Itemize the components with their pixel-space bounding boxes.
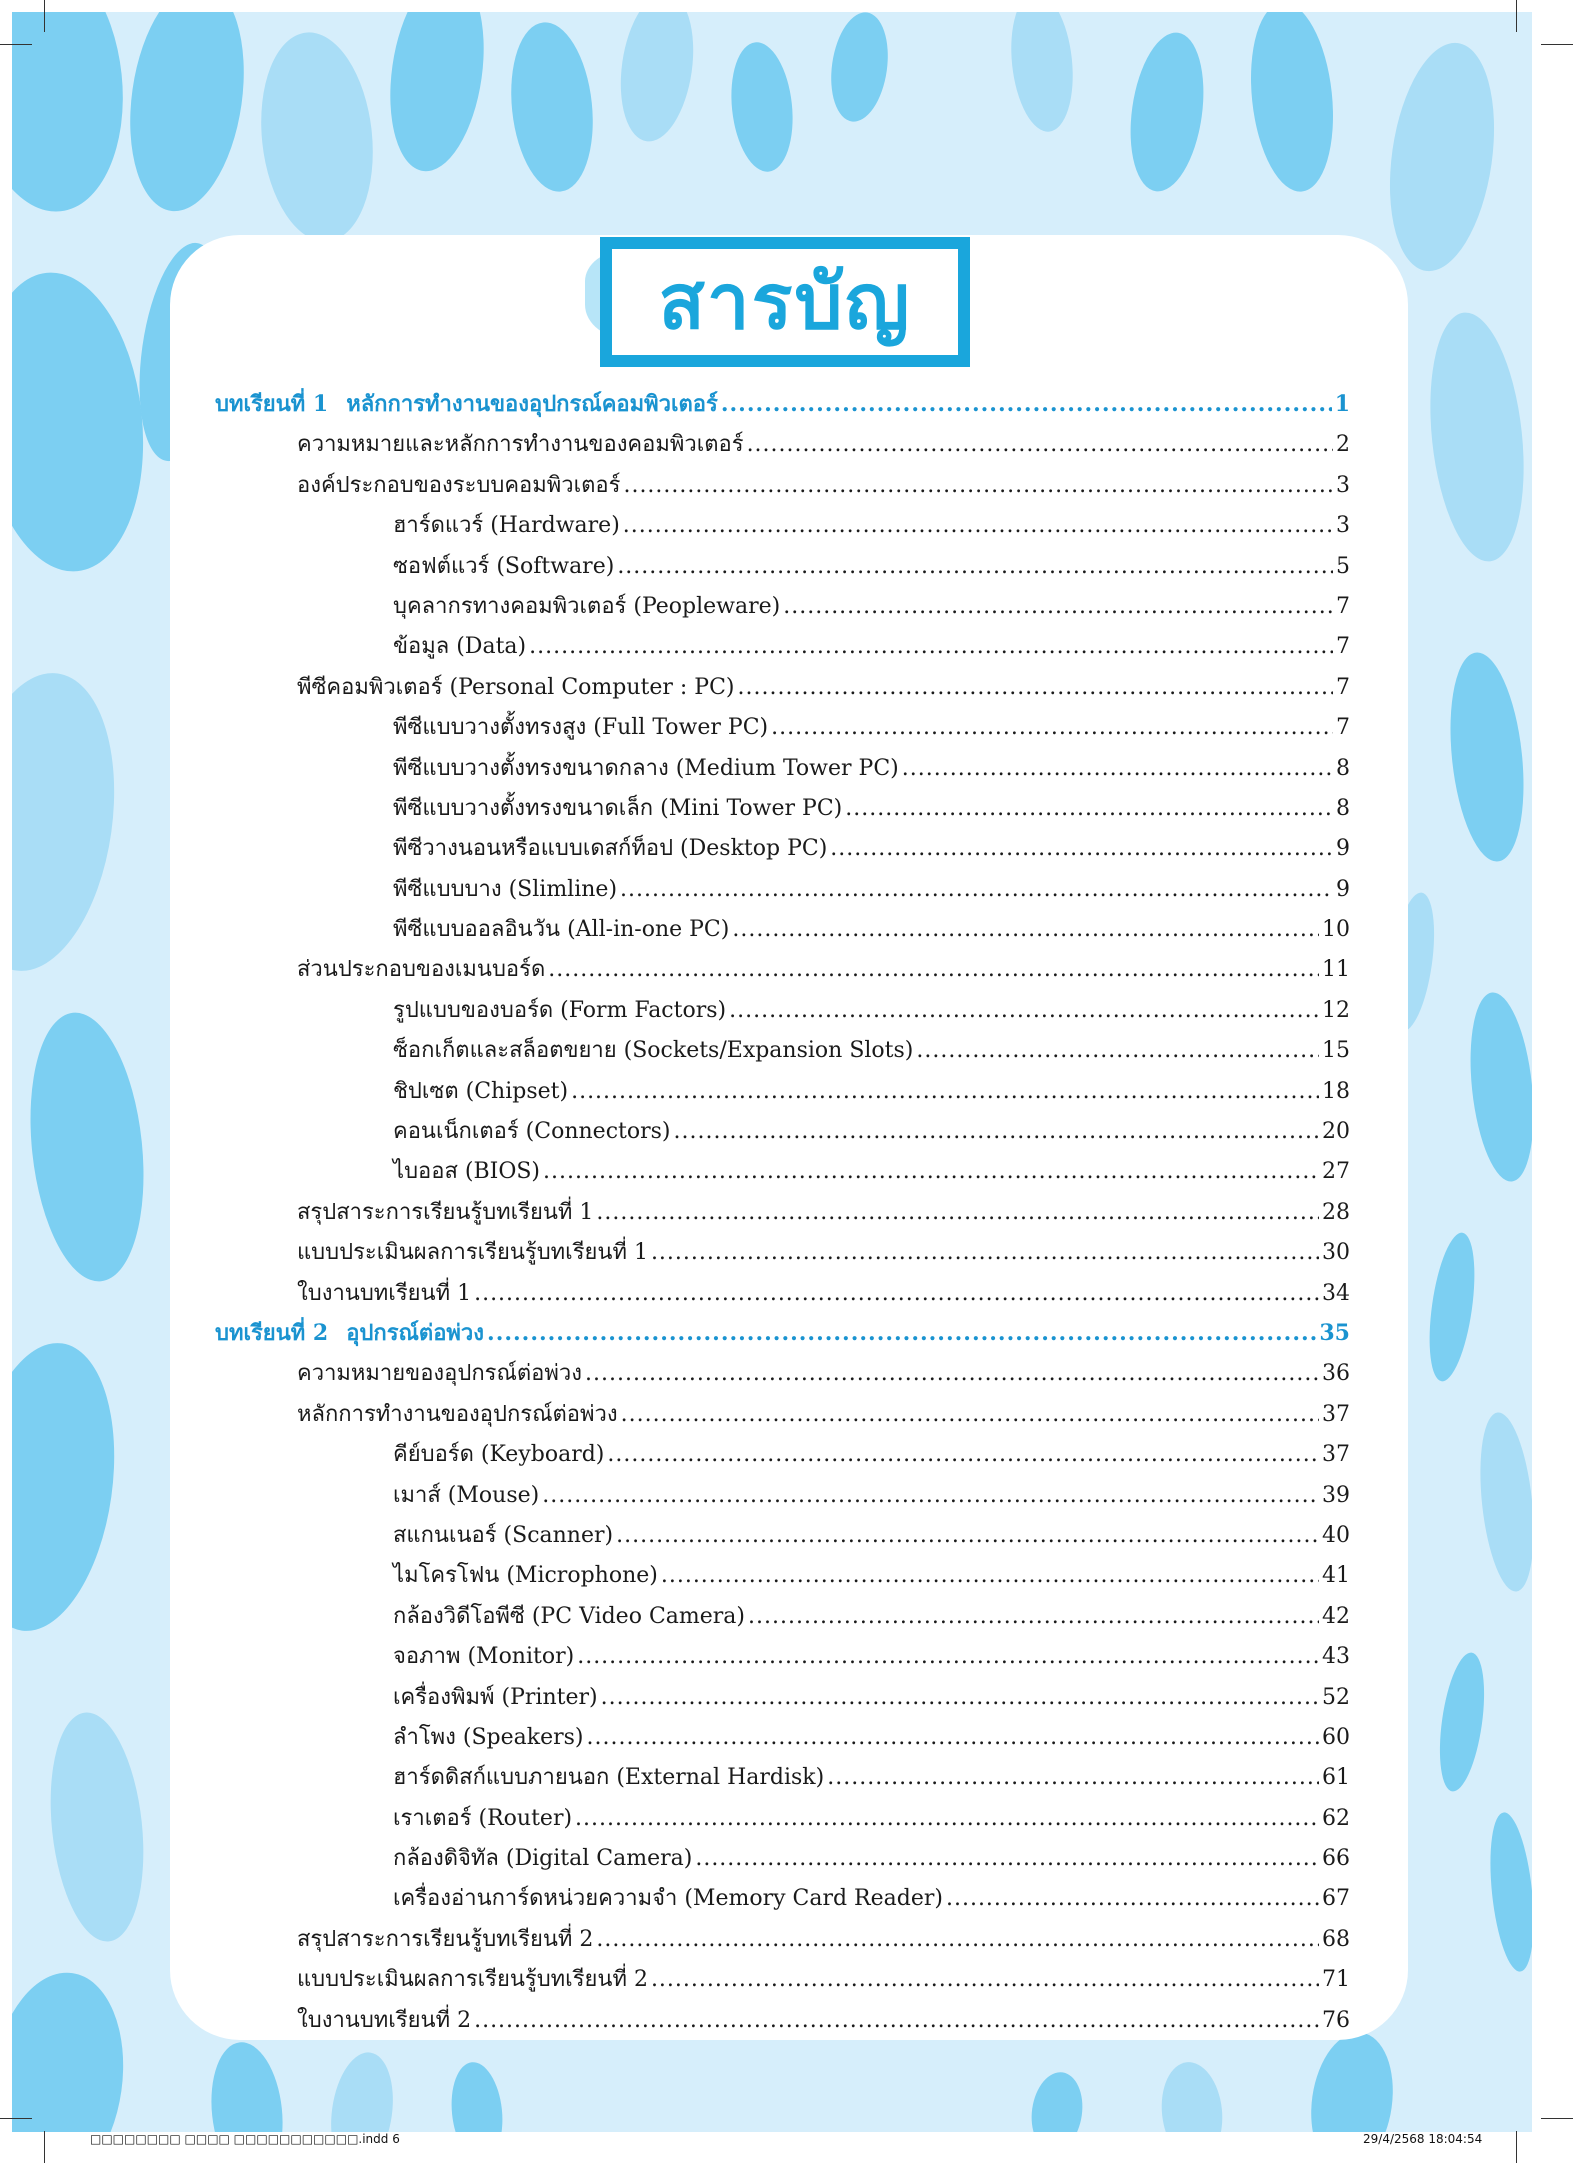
- pattern-ellipse: [12, 663, 132, 981]
- toc-entry-text: ซอฟต์แวร์ (Software): [393, 553, 615, 579]
- toc-entry-row[interactable]: [215, 1800, 1350, 1840]
- toc-page-number: 66: [1322, 1846, 1350, 1872]
- toc-entry-text: คอนเน็กเตอร์ (Connectors): [393, 1119, 671, 1145]
- toc-entry-text: พีซีแบบออลอินวัน (All-in-one PC): [393, 917, 730, 943]
- toc-entry-title: [297, 467, 620, 502]
- toc-leader-dots: [674, 1119, 1320, 1144]
- toc-entry-text: พีซีวางนอนหรือแบบเดสก์ท็อป (Desktop PC): [393, 836, 828, 862]
- toc-page-number: 12: [1322, 997, 1350, 1023]
- toc-leader-dots: [946, 1886, 1319, 1911]
- toc-page-number: 68: [1322, 1926, 1350, 1952]
- toc-entry-title: [393, 1880, 943, 1915]
- toc-entry-row[interactable]: [215, 1638, 1350, 1678]
- toc-entry-row[interactable]: [215, 1234, 1350, 1274]
- toc-entry-text: ความหมายและหลักการทำงานของคอมพิวเตอร์: [297, 432, 744, 458]
- pattern-ellipse: [612, 12, 702, 146]
- toc-entry-title: [393, 1557, 658, 1592]
- toc-entry-title: [297, 1396, 618, 1431]
- toc-leader-dots: [747, 432, 1333, 457]
- toc-entry-row[interactable]: [215, 871, 1350, 911]
- toc-leader-dots: [902, 756, 1333, 781]
- toc-leader-dots: [474, 1281, 1319, 1306]
- toc-entry-title: [393, 1436, 604, 1471]
- toc-entry-title: [393, 750, 899, 785]
- pattern-ellipse: [18, 1007, 156, 1287]
- toc-entry-title: [393, 628, 526, 663]
- toc-page-number: 11: [1322, 957, 1350, 983]
- toc-entry-row[interactable]: [215, 1921, 1350, 1961]
- toc-entry-row[interactable]: [215, 1961, 1350, 2001]
- toc-leader-dots: [651, 1240, 1319, 1265]
- toc-page-number: 39: [1322, 1482, 1350, 1508]
- toc-entry-row[interactable]: [215, 1436, 1350, 1476]
- toc-leader-dots: [621, 1402, 1319, 1427]
- toc-entry-row[interactable]: [215, 830, 1350, 870]
- toc-leader-dots: [587, 1725, 1319, 1750]
- toc-entry-row[interactable]: [215, 1679, 1350, 1719]
- toc-entry-row[interactable]: [215, 1477, 1350, 1517]
- toc-page-number: 42: [1322, 1603, 1350, 1629]
- toc-entry-text: จอภาพ (Monitor): [393, 1644, 575, 1670]
- toc-leader-dots: [729, 998, 1319, 1023]
- toc-entry-title: [297, 951, 545, 986]
- toc-leader-dots: [916, 1038, 1319, 1063]
- toc-page-number: 15: [1322, 1038, 1350, 1064]
- toc-entry-text: เราเตอร์ (Router): [393, 1805, 573, 1831]
- toc-entry-row[interactable]: [215, 548, 1350, 588]
- toc-entry-title: [297, 1355, 582, 1390]
- toc-entry-title: [393, 1679, 598, 1714]
- toc-entry-title: [393, 709, 768, 744]
- toc-entry-title: [297, 426, 744, 461]
- toc-page-number: 1: [1334, 391, 1350, 417]
- crop-mark: [44, 2131, 45, 2163]
- toc-entry-title: [393, 1153, 540, 1188]
- toc-entry-text: ลำโพง (Speakers): [393, 1724, 584, 1750]
- toc-page-number: 35: [1319, 1319, 1350, 1346]
- toc-entry-title: [393, 1840, 692, 1875]
- toc-entry-row[interactable]: [215, 2002, 1350, 2042]
- toc-entry-title: [393, 992, 726, 1027]
- toc-entry-row[interactable]: [215, 628, 1350, 668]
- toc-entry-row[interactable]: [215, 1032, 1350, 1072]
- toc-entry-title: [393, 1032, 913, 1067]
- toc-leader-dots: [617, 554, 1333, 579]
- table-of-contents: [215, 386, 1350, 2042]
- toc-entry-row[interactable]: [215, 1275, 1350, 1315]
- toc-entry-title: [393, 1517, 613, 1552]
- toc-page-number: 52: [1322, 1684, 1350, 1710]
- toc-page-number: 5: [1336, 553, 1350, 579]
- toc-entry-title: [393, 871, 617, 906]
- toc-entry-text: บุคลากรทางคอมพิวเตอร์ (Peopleware): [393, 593, 781, 619]
- toc-entry-row[interactable]: [215, 1153, 1350, 1193]
- toc-page-number: 7: [1336, 593, 1350, 619]
- pattern-ellipse: [503, 18, 600, 195]
- toc-entry-text: หลักการทำงานของอุปกรณ์ต่อพ่วง: [297, 1401, 618, 1427]
- toc-entry-text: แบบประเมินผลการเรียนรู้บทเรียนที่ 2: [297, 1967, 648, 1993]
- toc-entry-title: [393, 1113, 671, 1148]
- toc-entry-row[interactable]: [215, 992, 1350, 1032]
- toc-page-number: 67: [1322, 1886, 1350, 1912]
- crop-mark: [1516, 2131, 1517, 2163]
- pattern-ellipse: [1462, 989, 1532, 1184]
- toc-entry-row[interactable]: [215, 911, 1350, 951]
- toc-entry-title: [393, 1073, 568, 1108]
- toc-page-number: 3: [1336, 513, 1350, 539]
- toc-page-number: 34: [1322, 1280, 1350, 1306]
- toc-page-number: 60: [1322, 1724, 1350, 1750]
- toc-leader-dots: [577, 1644, 1319, 1669]
- toc-leader-dots: [771, 715, 1333, 740]
- toc-leader-dots: [695, 1846, 1319, 1871]
- toc-entry-row[interactable]: [215, 750, 1350, 790]
- toc-entry-text: ฮาร์ดแวร์ (Hardware): [393, 513, 620, 539]
- toc-leader-dots: [783, 594, 1333, 619]
- crop-mark: [1516, 0, 1517, 32]
- crop-mark: [0, 2118, 32, 2119]
- toc-leader-dots: [575, 1806, 1319, 1831]
- toc-entry-text: ใบงานบทเรียนที่ 2: [297, 2007, 472, 2033]
- toc-entry-text: ส่วนประกอบของเมนบอร์ด: [297, 957, 546, 983]
- pattern-ellipse: [324, 2048, 400, 2132]
- toc-page-number: 10: [1322, 917, 1350, 943]
- toc-entry-text: คีย์บอร์ด (Keyboard): [393, 1442, 605, 1468]
- toc-entry-row[interactable]: [215, 1194, 1350, 1234]
- toc-entry-text: องค์ประกอบของระบบคอมพิวเตอร์: [297, 472, 621, 498]
- toc-entry-row[interactable]: [215, 669, 1350, 709]
- toc-entry-title: [297, 1234, 648, 1269]
- toc-entry-row[interactable]: [215, 1557, 1350, 1597]
- toc-leader-dots: [623, 473, 1333, 498]
- toc-entry-text: หลักการทำงานของอุปกรณ์คอมพิวเตอร์: [346, 391, 718, 417]
- toc-entry-row[interactable]: [215, 1719, 1350, 1759]
- toc-entry-text: เครื่องพิมพ์ (Printer): [393, 1684, 598, 1710]
- toc-entry-row[interactable]: [215, 1759, 1350, 1799]
- toc-leader-dots: [548, 957, 1319, 982]
- toc-leader-dots: [830, 836, 1333, 861]
- toc-leader-dots: [620, 877, 1333, 902]
- toc-page-number: 30: [1322, 1240, 1350, 1266]
- pattern-ellipse: [1027, 2069, 1088, 2132]
- toc-entry-title: [393, 1800, 572, 1835]
- toc-entry-row[interactable]: [215, 507, 1350, 547]
- pattern-ellipse: [447, 2060, 507, 2132]
- toc-leader-dots: [732, 917, 1319, 942]
- pattern-ellipse: [12, 264, 157, 579]
- toc-entry-text: รูปแบบของบอร์ด (Form Factors): [393, 997, 727, 1023]
- toc-entry-text: พีซีแบบวางตั้งทรงขนาดเล็ก (Mini Tower PC): [393, 795, 843, 821]
- toc-entry-row[interactable]: [215, 709, 1350, 749]
- toc-entry-text: กล้องดิจิทัล (Digital Camera): [393, 1846, 693, 1872]
- toc-leader-dots: [827, 1765, 1319, 1790]
- toc-entry-text: พีซีแบบวางตั้งทรงสูง (Full Tower PC): [393, 715, 769, 741]
- toc-page-number: 40: [1322, 1522, 1350, 1548]
- toc-entry-title: [297, 1275, 471, 1310]
- toc-entry-row[interactable]: [215, 1396, 1350, 1436]
- toc-entry-text: สแกนเนอร์ (Scanner): [393, 1522, 614, 1548]
- toc-entry-text: กล้องวิดีโอพีซี (PC Video Camera): [393, 1603, 745, 1629]
- toc-entry-text: พีซีแบบบาง (Slimline): [393, 876, 618, 902]
- toc-entry-title: [393, 1719, 584, 1754]
- toc-leader-dots: [721, 391, 1332, 417]
- toc-page-number: 7: [1336, 715, 1350, 741]
- toc-page-number: 36: [1322, 1361, 1350, 1387]
- pattern-ellipse: [12, 1334, 131, 1641]
- toc-entry-text: ข้อมูล (Data): [393, 634, 527, 660]
- toc-leader-dots: [529, 634, 1333, 659]
- toc-page-number: 62: [1322, 1805, 1350, 1831]
- toc-page-number: 71: [1322, 1967, 1350, 1993]
- toc-entry-text: สรุปสาระการเรียนรู้บทเรียนที่ 2: [297, 1926, 594, 1952]
- toc-leader-dots: [607, 1442, 1319, 1467]
- toc-entry-title: [297, 1921, 593, 1956]
- toc-chapter-label: บทเรียนที่ 1: [215, 391, 329, 417]
- toc-page-number: 43: [1322, 1644, 1350, 1670]
- pattern-ellipse: [117, 12, 258, 219]
- toc-leader-dots: [474, 2008, 1319, 2033]
- toc-entry-title: [297, 669, 735, 704]
- toc-entry-text: อุปกรณ์ต่อพ่วง: [346, 1319, 485, 1346]
- toc-entry-text: ซ็อกเก็ตและสล็อตขยาย (Sockets/Expansion Slots): [393, 1038, 914, 1064]
- pattern-ellipse: [1242, 12, 1341, 196]
- toc-entry-row[interactable]: [215, 1880, 1350, 1920]
- pattern-ellipse: [379, 12, 496, 177]
- toc-entry-title: [297, 1194, 593, 1229]
- crop-mark: [0, 44, 32, 45]
- pattern-ellipse: [1484, 1810, 1532, 1973]
- toc-entry-text: ไบออส (BIOS): [393, 1159, 541, 1185]
- toc-page-number: 3: [1336, 472, 1350, 498]
- pattern-ellipse: [1121, 28, 1213, 196]
- toc-entry-text: พีซีแบบวางตั้งทรงขนาดกลาง (Medium Tower PC): [393, 755, 899, 781]
- pattern-ellipse: [1432, 1650, 1491, 1794]
- toc-chapter-label: บทเรียนที่ 2: [215, 1319, 329, 1346]
- toc-page-number: 8: [1336, 795, 1350, 821]
- pattern-ellipse: [12, 1964, 137, 2132]
- toc-page-number: 2: [1336, 432, 1350, 458]
- toc-page-number: 41: [1322, 1563, 1350, 1589]
- toc-entry-row[interactable]: [215, 1840, 1350, 1880]
- toc-page-number: 27: [1322, 1159, 1350, 1185]
- toc-leader-dots: [571, 1079, 1319, 1104]
- toc-page-number: 9: [1336, 836, 1350, 862]
- toc-entry-title: [393, 790, 842, 825]
- toc-entry-title: [393, 1477, 539, 1512]
- toc-entry-text: ไมโครโฟน (Microphone): [393, 1563, 658, 1589]
- toc-leader-dots: [596, 1927, 1319, 1952]
- toc-page-number: 37: [1322, 1401, 1350, 1427]
- toc-leader-dots: [616, 1523, 1319, 1548]
- toc-chapter-row[interactable]: [215, 386, 1350, 426]
- toc-page-number: 18: [1322, 1078, 1350, 1104]
- toc-entry-row[interactable]: [215, 588, 1350, 628]
- toc-entry-title: [215, 1315, 484, 1350]
- toc-leader-dots: [543, 1159, 1319, 1184]
- pattern-ellipse: [725, 39, 798, 175]
- toc-leader-dots: [661, 1563, 1319, 1588]
- crop-mark: [1541, 44, 1573, 45]
- pattern-ellipse: [825, 12, 895, 125]
- toc-entry-row[interactable]: [215, 1073, 1350, 1113]
- toc-leader-dots: [601, 1685, 1319, 1710]
- toc-leader-dots: [542, 1483, 1319, 1508]
- toc-leader-dots: [738, 675, 1333, 700]
- toc-entry-text: ฮาร์ดดิสก์แบบภายนอก (External Hardisk): [393, 1765, 825, 1791]
- toc-entry-text: แบบประเมินผลการเรียนรู้บทเรียนที่ 1: [297, 1240, 648, 1266]
- toc-entry-text: เมาส์ (Mouse): [393, 1482, 540, 1508]
- toc-page-number: 7: [1336, 634, 1350, 660]
- pattern-ellipse: [251, 27, 382, 247]
- toc-page-number: 28: [1322, 1199, 1350, 1225]
- toc-entry-row[interactable]: [215, 1355, 1350, 1395]
- pattern-ellipse: [205, 2039, 289, 2132]
- toc-entry-row[interactable]: [215, 1113, 1350, 1153]
- footer-file-name: □□□□□□□□ □□□□ □□□□□□□□□□□.indd 6: [90, 2132, 400, 2146]
- toc-entry-title: [393, 507, 620, 542]
- toc-leader-dots: [748, 1604, 1319, 1629]
- toc-entry-text: เครื่องอ่านการ์ดหน่วยความจำ (Memory Card Reader): [393, 1886, 943, 1912]
- toc-page-number: 7: [1336, 674, 1350, 700]
- footer-timestamp: 29/4/2568 18:04:54: [1363, 2132, 1483, 2146]
- toc-page-number: 9: [1336, 876, 1350, 902]
- toc-leader-dots: [487, 1320, 1316, 1346]
- pattern-ellipse: [40, 1708, 154, 1946]
- pattern-ellipse: [1157, 2059, 1227, 2132]
- toc-entry-title: [393, 548, 614, 583]
- pattern-ellipse: [1376, 36, 1507, 278]
- toc-entry-title: [393, 588, 780, 623]
- toc-entry-row[interactable]: [215, 951, 1350, 991]
- toc-entry-title: [297, 1961, 648, 1996]
- toc-entry-title: [297, 2002, 471, 2037]
- toc-page-number: 8: [1336, 755, 1350, 781]
- toc-leader-dots: [596, 1200, 1319, 1225]
- page-title: สารบัญ: [658, 257, 912, 346]
- toc-entry-row[interactable]: [215, 467, 1350, 507]
- toc-entry-row[interactable]: [215, 1517, 1350, 1557]
- toc-page-number: 37: [1322, 1442, 1350, 1468]
- pattern-ellipse: [1473, 1410, 1532, 1594]
- toc-entry-text: ใบงานบทเรียนที่ 1: [297, 1280, 472, 1306]
- toc-entry-title: [393, 1598, 745, 1633]
- toc-entry-text: พีซีคอมพิวเตอร์ (Personal Computer : PC): [297, 674, 735, 700]
- toc-leader-dots: [651, 1967, 1319, 1992]
- title-frame: [600, 237, 970, 367]
- toc-page-number: 20: [1322, 1119, 1350, 1145]
- pattern-ellipse: [1005, 12, 1079, 135]
- toc-page-number: 76: [1322, 2007, 1350, 2033]
- toc-entry-row[interactable]: [215, 426, 1350, 466]
- toc-entry-title: [393, 911, 729, 946]
- toc-entry-text: ชิปเซต (Chipset): [393, 1078, 569, 1104]
- toc-leader-dots: [845, 796, 1333, 821]
- toc-entry-title: [215, 386, 718, 421]
- toc-entry-text: ความหมายของอุปกรณ์ต่อพ่วง: [297, 1361, 582, 1387]
- pattern-ellipse: [1303, 2027, 1402, 2132]
- toc-leader-dots: [623, 513, 1333, 538]
- toc-leader-dots: [585, 1361, 1319, 1386]
- pattern-ellipse: [1419, 308, 1532, 566]
- crop-mark: [1541, 2118, 1573, 2119]
- toc-page-number: 61: [1322, 1765, 1350, 1791]
- toc-entry-title: [393, 1759, 824, 1794]
- toc-entry-title: [393, 1638, 574, 1673]
- toc-entry-title: [393, 830, 827, 865]
- pattern-ellipse: [1422, 1230, 1482, 1384]
- pattern-ellipse: [1441, 649, 1532, 865]
- toc-chapter-row[interactable]: [215, 1315, 1350, 1355]
- toc-entry-row[interactable]: [215, 790, 1350, 830]
- crop-mark: [44, 0, 45, 32]
- toc-entry-text: สรุปสาระการเรียนรู้บทเรียนที่ 1: [297, 1199, 594, 1225]
- toc-entry-row[interactable]: [215, 1598, 1350, 1638]
